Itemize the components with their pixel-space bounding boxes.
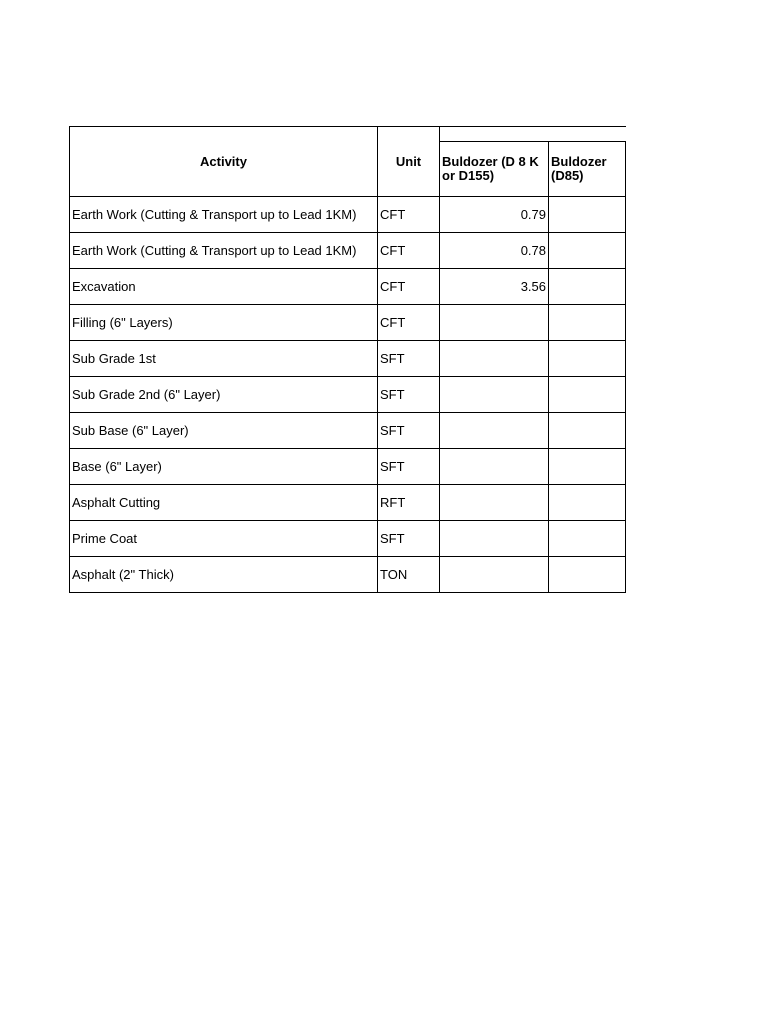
table-row bbox=[70, 377, 626, 413]
cell-activity: Sub Grade 2nd (6" Layer) bbox=[70, 377, 378, 413]
spreadsheet-page bbox=[69, 126, 626, 593]
header-equipment-2: Buldozer (D85) bbox=[549, 142, 626, 197]
header-group-row bbox=[70, 127, 626, 142]
cell-activity: Asphalt Cutting bbox=[70, 485, 378, 521]
header-unit: Unit bbox=[378, 127, 440, 197]
cell-unit: CFT bbox=[378, 305, 440, 341]
table-row bbox=[70, 449, 626, 485]
cell-equipment-2 bbox=[549, 305, 626, 341]
cell-activity: Sub Base (6" Layer) bbox=[70, 413, 378, 449]
cell-unit: SFT bbox=[378, 377, 440, 413]
cell-equipment-2 bbox=[549, 521, 626, 557]
cell-unit: RFT bbox=[378, 485, 440, 521]
cell-equipment-1 bbox=[440, 557, 549, 593]
cell-equipment-1: 0.78 bbox=[440, 233, 549, 269]
cell-equipment-1 bbox=[440, 377, 549, 413]
table-row bbox=[70, 341, 626, 377]
table-row bbox=[70, 305, 626, 341]
cell-activity: Filling (6" Layers) bbox=[70, 305, 378, 341]
cell-activity: Asphalt (2" Thick) bbox=[70, 557, 378, 593]
cell-activity: Excavation bbox=[70, 269, 378, 305]
cell-unit: CFT bbox=[378, 233, 440, 269]
table-row bbox=[70, 557, 626, 593]
table-row bbox=[70, 233, 626, 269]
cell-unit: SFT bbox=[378, 413, 440, 449]
cell-equipment-1 bbox=[440, 341, 549, 377]
table-row bbox=[70, 413, 626, 449]
cell-activity: Base (6" Layer) bbox=[70, 449, 378, 485]
table-row bbox=[70, 521, 626, 557]
cell-equipment-1 bbox=[440, 485, 549, 521]
cell-equipment-1 bbox=[440, 521, 549, 557]
table-row bbox=[70, 197, 626, 233]
header-activity: Activity bbox=[70, 127, 378, 197]
cell-equipment-2 bbox=[549, 413, 626, 449]
cell-unit: TON bbox=[378, 557, 440, 593]
cell-unit: SFT bbox=[378, 449, 440, 485]
cell-equipment-2 bbox=[549, 449, 626, 485]
cell-equipment-1: 0.79 bbox=[440, 197, 549, 233]
cell-equipment-2 bbox=[549, 377, 626, 413]
table-row bbox=[70, 485, 626, 521]
cell-unit: SFT bbox=[378, 341, 440, 377]
cell-equipment-2 bbox=[549, 269, 626, 305]
cell-unit: CFT bbox=[378, 197, 440, 233]
cell-equipment-2 bbox=[549, 485, 626, 521]
cell-equipment-1 bbox=[440, 305, 549, 341]
activity-rates-table bbox=[69, 126, 626, 593]
table-row bbox=[70, 269, 626, 305]
cell-equipment-1: 3.56 bbox=[440, 269, 549, 305]
cell-unit: CFT bbox=[378, 269, 440, 305]
header-equipment-1: Buldozer (D 8 K or D155) bbox=[440, 142, 549, 197]
cell-equipment-2 bbox=[549, 557, 626, 593]
cell-equipment-2 bbox=[549, 341, 626, 377]
cell-unit: SFT bbox=[378, 521, 440, 557]
cell-activity: Sub Grade 1st bbox=[70, 341, 378, 377]
cell-activity: Earth Work (Cutting & Transport up to Lead 1KM) bbox=[70, 233, 378, 269]
cell-equipment-1 bbox=[440, 449, 549, 485]
cell-activity: Prime Coat bbox=[70, 521, 378, 557]
cell-activity: Earth Work (Cutting & Transport up to Lead 1KM) bbox=[70, 197, 378, 233]
equipment-group-header bbox=[440, 127, 626, 142]
cell-equipment-2 bbox=[549, 197, 626, 233]
cell-equipment-1 bbox=[440, 413, 549, 449]
cell-equipment-2 bbox=[549, 233, 626, 269]
